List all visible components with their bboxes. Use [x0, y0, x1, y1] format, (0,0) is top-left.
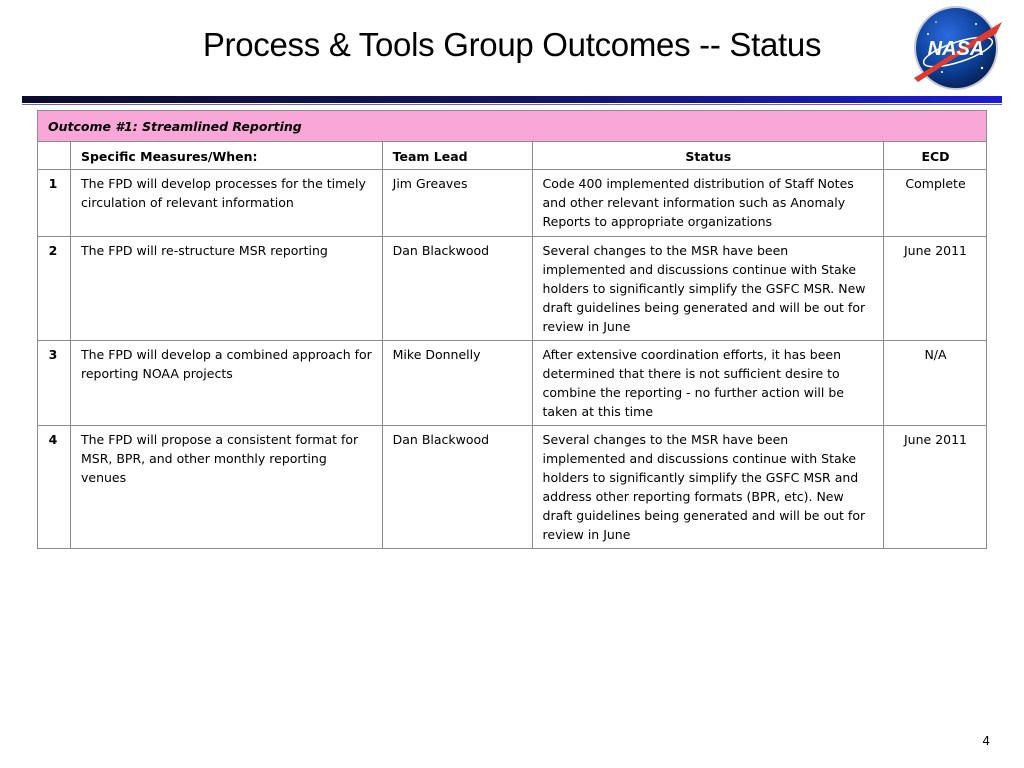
header-rule	[22, 96, 1002, 103]
header-team-lead: Team Lead	[382, 142, 532, 170]
nasa-logo-text: NASA	[927, 38, 985, 60]
row-number: 2	[38, 237, 71, 341]
row-ecd: Complete	[884, 170, 987, 237]
header-status: Status	[532, 142, 884, 170]
table-row	[38, 341, 987, 426]
row-team-lead: Dan Blackwood	[382, 237, 532, 341]
row-ecd: N/A	[884, 341, 987, 426]
row-status: Several changes to the MSR have been implemented and discussions continue with Stake holders to significantly simplify the GSFC MSR. New draft guidelines being generated and will be out for review in June	[532, 237, 884, 341]
row-team-lead: Jim Greaves	[382, 170, 532, 237]
header-ecd: ECD	[884, 142, 987, 170]
row-measure: The FPD will develop processes for the timely circulation of relevant information	[70, 170, 382, 237]
status-table	[37, 110, 987, 549]
page-number: 4	[982, 734, 990, 748]
header-rule-thin	[22, 104, 1002, 105]
row-team-lead: Dan Blackwood	[382, 426, 532, 549]
row-number: 4	[38, 426, 71, 549]
nasa-logo	[906, 4, 1006, 92]
row-status: After extensive coordination efforts, it has been determined that there is not sufficient desire to combine the reporting - no further action will be taken at this time	[532, 341, 884, 426]
row-number: 3	[38, 341, 71, 426]
row-number: 1	[38, 170, 71, 237]
slide-title: Process & Tools Group Outcomes -- Status	[202, 26, 822, 63]
row-ecd: June 2011	[884, 237, 987, 341]
row-measure: The FPD will develop a combined approach for reporting NOAA projects	[70, 341, 382, 426]
row-status: Several changes to the MSR have been implemented and discussions continue with Stake holders to significantly simplify the GSFC MSR and address other reporting formats (BPR, etc). New draft guidelines being generated and will be out for review in June	[532, 426, 884, 549]
header-row	[38, 142, 987, 170]
row-status: Code 400 implemented distribution of Staff Notes and other relevant information such as Anomaly Reports to appropriate organizations	[532, 170, 884, 237]
table-row	[38, 237, 987, 341]
header-num	[38, 142, 71, 170]
table-row	[38, 170, 987, 237]
header-measures: Specific Measures/When:	[70, 142, 382, 170]
outcome-row	[38, 111, 987, 142]
outcome-label: Outcome #1: Streamlined Reporting	[38, 111, 987, 142]
row-measure: The FPD will re-structure MSR reporting	[70, 237, 382, 341]
row-measure: The FPD will propose a consistent format for MSR, BPR, and other monthly reporting venues	[70, 426, 382, 549]
row-ecd: June 2011	[884, 426, 987, 549]
row-team-lead: Mike Donnelly	[382, 341, 532, 426]
table-row	[38, 426, 987, 549]
